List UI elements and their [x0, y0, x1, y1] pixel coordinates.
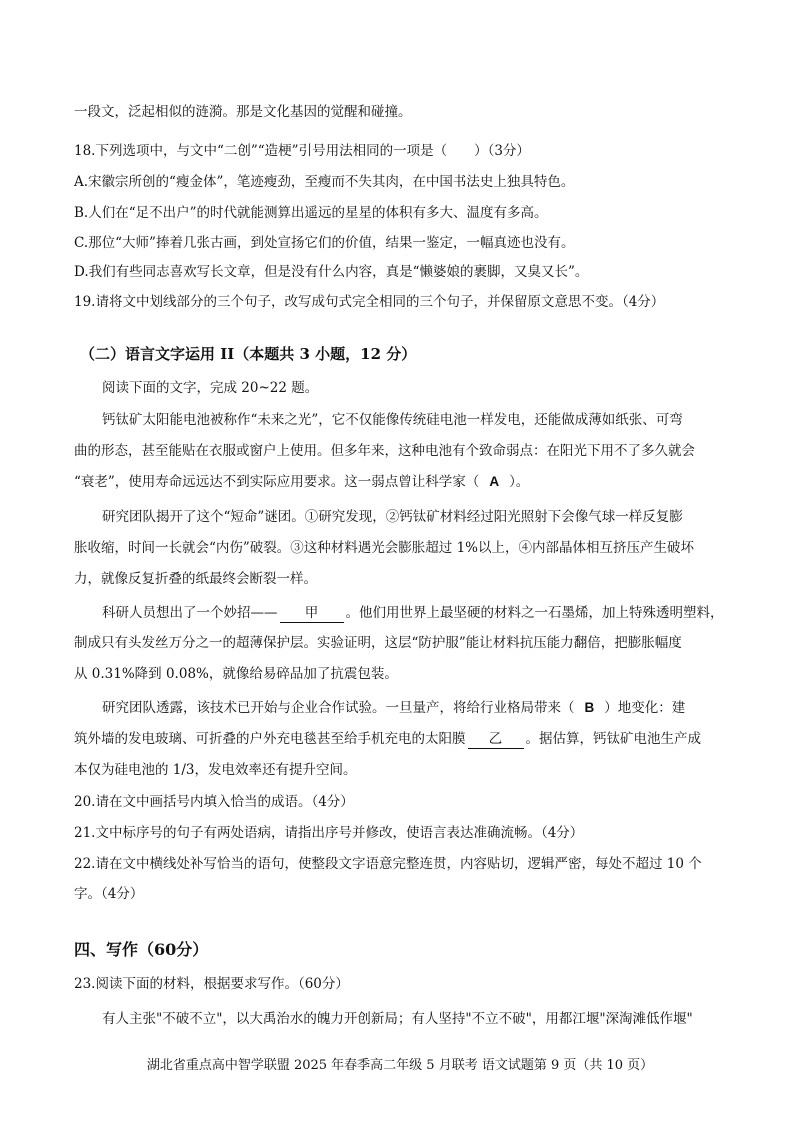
question-23: 23.阅读下面的材料，根据要求写作。（60分） [74, 976, 349, 992]
passage-text: “衰老”，使用寿命远远达不到实际应用要求。这一弱点曾让科学家（ [74, 474, 480, 490]
passage-p4-line3: 本仅为硅电池的 1/3，发电效率还有提升空间。 [74, 762, 357, 778]
passage-p3-line3: 从 0.31%降到 0.08%，就像给易碎品加了抗震包装。 [74, 666, 398, 682]
passage-p1-line1: 钙钛矿太阳能电池被称作“未来之光”，它不仅能像传统硅电池一样发电，还能做成薄如纸张、可弯 [102, 412, 683, 428]
passage-text: 筑外墙的发电玻璃、可折叠的户外充电毯甚至给手机充电的太阳膜 [74, 731, 466, 747]
section-heading-language-use-2: （二）语言文字运用 II（本题共 3 小题，12 分） [80, 345, 417, 363]
passage-p4-line1 [102, 698, 800, 718]
writing-material-line1: 有人主张"不破不立"，以大禹治水的魄力开创新局；有人坚持"不立不破"，用都江堰"深淘滩低作堰" [102, 1011, 693, 1027]
option-b: B.人们在“足不出户”的时代就能测算出遥远的星星的体积有多大、温度有多高。 [74, 205, 548, 221]
option-c: C.那位“大师”捧着几张古画，到处宣扬它们的价值，结果一鉴定，一幅真迹也没有。 [74, 235, 575, 251]
option-a: A.宋徽宗所创的“瘦金体”，笔迹瘦劲，至瘦而不失其肉，在中国书法史上独具特色。 [74, 174, 575, 190]
passage-p2-line1: 研究团队揭开了这个“短命”谜团。①研究发现，②钙钛矿材料经过阳光照射下会像气球一样反复膨 [102, 509, 683, 525]
passage-p3-line2: 制成只有头发丝万分之一的超薄保护层。实验证明，这层“防护服”能让材料抗压能力翻倍，把膨胀幅度 [74, 635, 682, 651]
question-22-line2: 字。（4分） [74, 886, 144, 902]
passage-text: ）地变化：建 [604, 700, 686, 716]
question-20: 20.请在文中画括号内填入恰当的成语。（4分） [74, 794, 354, 810]
blank-jia: 甲 [280, 604, 344, 623]
question-19: 19.请将文中划线部分的三个句子，改写成句式完全相同的三个句子，并保留原文意思不变。（4分） [74, 294, 665, 310]
answer-slot-a: A [489, 474, 500, 489]
passage-text: 。据估算，钙钛矿电池生产成 [525, 731, 701, 747]
passage-text: 科研人员想出了一个妙招—— [102, 605, 278, 621]
passage-text: ）。 [509, 474, 530, 490]
passage-p2-line2: 胀收缩，时间一长就会“内伤”破裂。③这种材料遇光会膨胀超过 1%以上，④内部晶体相互挤压产生破坏 [74, 540, 695, 556]
passage-p1-line3 [74, 472, 800, 492]
question-22-line1: 22.请在文中横线处补写恰当的语句，使整段文字语意完整连贯，内容贴切，逻辑严密，每处不超过 10 个 [74, 856, 702, 872]
passage-tail-line: 一段文，泛起相似的涟漪。那是文化基因的觉醒和碰撞。 [74, 104, 412, 120]
passage-p1-line2: 曲的形态，甚至能贴在衣服或窗户上使用。但多年来，这种电池有个致命弱点：在阳光下用不了多久就会 [74, 443, 695, 459]
blank-yi: 乙 [468, 730, 524, 749]
passage-text: 。他们用世界上最坚硬的材料之一石墨烯，加上特殊透明塑料， [345, 605, 724, 621]
question-18-stem: 18.下列选项中，与文中“二创”“造梗”引号用法相同的一项是（ ）（3分） [74, 143, 530, 159]
reading-instruction: 阅读下面的文字，完成 20~22 题。 [102, 380, 319, 396]
option-d: D.我们有些同志喜欢写长文章，但是没有什么内容，真是“懒婆娘的裹脚，又臭又长”。 [74, 264, 589, 280]
passage-text: 研究团队透露，该技术已开始与企业合作试验。一旦量产，将给行业格局带来（ [102, 700, 575, 716]
question-21: 21.文中标序号的句子有两处语病，请指出序号并修改，使语言表达准确流畅。（4分） [74, 825, 584, 841]
passage-p4-line2 [74, 729, 800, 749]
passage-p3-line1 [102, 603, 800, 623]
passage-p2-line3: 力，就像反复折叠的纸最终会断裂一样。 [74, 571, 317, 587]
page-footer: 湖北省重点高中智学联盟 2025 年春季高二年级 5 月联考 语文试题第 9 页（共 10 页） [146, 1058, 654, 1073]
answer-slot-b: B [584, 700, 595, 715]
section-heading-writing: 四、写作（60分） [74, 940, 209, 959]
